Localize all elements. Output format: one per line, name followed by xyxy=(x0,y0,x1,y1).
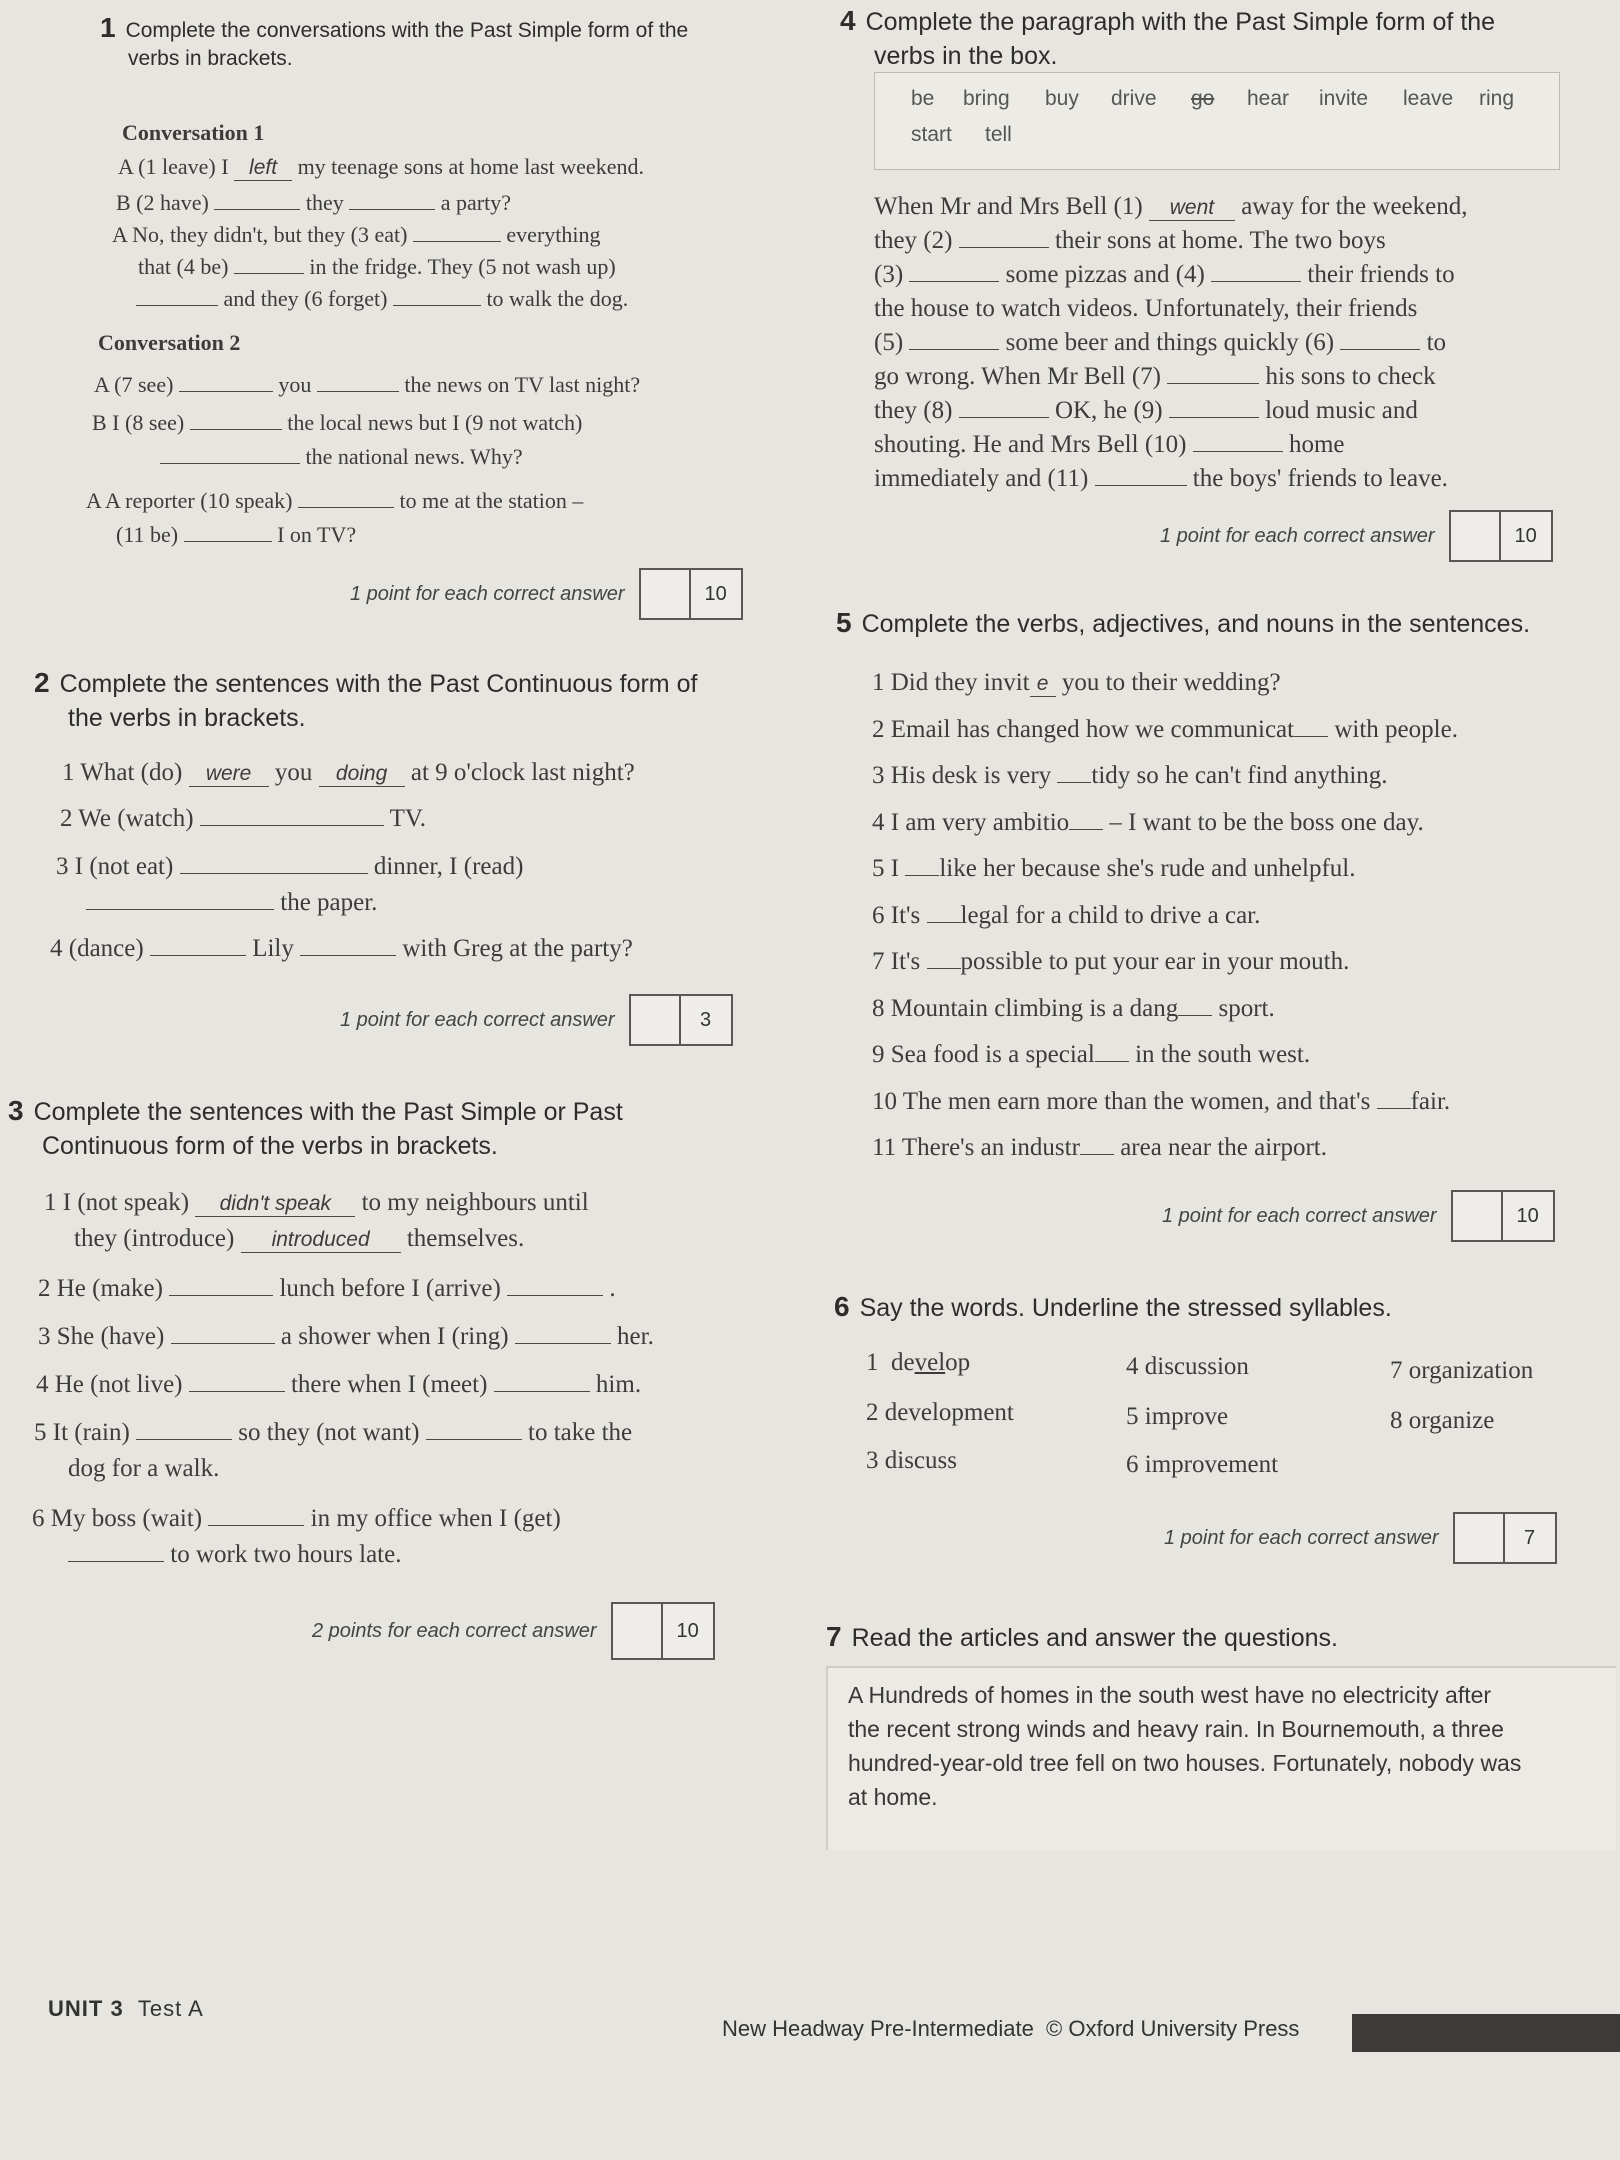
ex2-sentence-4: 4 (dance) Lily with Greg at the party? xyxy=(50,932,633,966)
answer-blank[interactable] xyxy=(1080,1131,1114,1155)
ex3-sentence-3: 3 She (have) a shower when I (ring) her. xyxy=(38,1320,654,1354)
ex5-sentence: 5 I like her because she's rude and unhelpful. xyxy=(872,846,1612,893)
footer-publisher: New Headway Pre-Intermediate © Oxford University Press xyxy=(722,2016,1300,2041)
answer-blank[interactable] xyxy=(413,218,501,242)
answer-blank[interactable] xyxy=(190,406,282,430)
word-box xyxy=(874,72,1560,170)
ex2-number: 2 xyxy=(34,667,50,698)
ex6-word-4: 4 discussion xyxy=(1126,1353,1249,1380)
ex6-word-6: 6 improvement xyxy=(1126,1451,1279,1478)
ex3-sentence-1: 1 I (not speak) didn't speak to my neighbours until xyxy=(44,1189,589,1216)
ex1-c2-line2: B I (8 see) the local news but I (9 not watch) xyxy=(92,406,582,438)
conversation-1-title: Conversation 1 xyxy=(122,120,265,145)
ex7-number: 7 xyxy=(826,1621,842,1652)
answer-blank[interactable]: were xyxy=(189,763,269,787)
answer-blank[interactable] xyxy=(1193,428,1283,452)
answer-blank[interactable] xyxy=(184,518,272,542)
ex3-sentence-6-cont: to work two hours late. xyxy=(68,1538,401,1572)
answer-blank[interactable] xyxy=(1069,806,1103,830)
answer-blank[interactable] xyxy=(1169,394,1259,418)
answer-blank[interactable] xyxy=(1167,360,1259,384)
answer-blank[interactable] xyxy=(1377,1085,1411,1109)
score-entry-field[interactable] xyxy=(631,996,681,1044)
answer-blank[interactable] xyxy=(136,282,218,306)
ex3-sentence-4: 4 He (not live) there when I (meet) him. xyxy=(36,1368,641,1402)
ex5-sentence: 6 It's legal for a child to drive a car. xyxy=(872,893,1612,940)
ex1-c1-line2: B (2 have) they a party? xyxy=(116,186,511,218)
word-item: be xyxy=(911,87,935,110)
answer-blank[interactable] xyxy=(68,1538,164,1562)
ex5-instruction: 5 Complete the verbs, adjectives, and nouns in the sentences. xyxy=(836,607,1531,638)
ex5-sentence: 3 His desk is very tidy so he can't find anything. xyxy=(872,753,1612,800)
word-item-used: go xyxy=(1191,87,1215,110)
answer-blank[interactable] xyxy=(160,440,300,464)
score-box: 10 xyxy=(611,1602,715,1660)
answer-blank[interactable] xyxy=(1095,462,1187,486)
answer-blank[interactable] xyxy=(927,945,961,969)
answer-blank[interactable] xyxy=(317,368,399,392)
conversation-2-title: Conversation 2 xyxy=(98,330,241,355)
ex5-sentence: 9 Sea food is a special in the south west. xyxy=(872,1032,1612,1079)
footer-unit: UNIT 3 Test A xyxy=(48,1996,204,2021)
word-item: bring xyxy=(963,87,1010,110)
answer-blank[interactable] xyxy=(909,326,999,350)
ex3-sentence-6: 6 My boss (wait) in my office when I (get) xyxy=(32,1502,561,1536)
ex2-sentence-3: 3 I (not eat) dinner, I (read) xyxy=(56,850,523,884)
article-a: A Hundreds of homes in the south west have no electricity after the recent strong winds and heavy rain. In Bournemouth, a three hundred-year-old tree fell on two houses. Fortunately, nobody was at home. xyxy=(826,1666,1616,1850)
word-item: ring xyxy=(1479,87,1515,110)
answer-blank[interactable]: doing xyxy=(319,763,405,787)
ex6-number: 6 xyxy=(834,1291,850,1322)
ex5-sentence: 10 The men earn more than the women, and that's fair. xyxy=(872,1079,1612,1126)
answer-blank[interactable] xyxy=(507,1272,603,1296)
answer-blank[interactable] xyxy=(349,186,435,210)
score-box: 7 xyxy=(1453,1512,1557,1564)
score-entry-field[interactable] xyxy=(641,570,691,618)
ex4-instruction: 4 Complete the paragraph with the Past Simple form of the verbs in the box. xyxy=(840,5,1496,70)
answer-blank[interactable] xyxy=(180,850,368,874)
ex3-sentence-1-cont: they (introduce) introduced themselves. xyxy=(74,1225,525,1252)
score-box: 10 xyxy=(639,568,743,620)
answer-blank[interactable] xyxy=(1178,992,1212,1016)
ex3-score: 2 points for each correct answer 10 xyxy=(312,1602,715,1660)
ex5-sentence: 1 Did they invit e you to their wedding? xyxy=(872,669,1281,696)
ex3-sentence-2: 2 He (make) lunch before I (arrive) . xyxy=(38,1272,616,1306)
answer-blank[interactable] xyxy=(1211,258,1301,282)
word-item: invite xyxy=(1319,87,1369,110)
word-item: tell xyxy=(985,123,1012,146)
ex5-sentence: 2 Email has changed how we communicat with people. xyxy=(872,707,1612,754)
word-item: buy xyxy=(1045,87,1079,110)
answer-blank[interactable] xyxy=(300,932,396,956)
ex1-c2-line4: A A reporter (10 speak) to me at the station – xyxy=(86,484,583,516)
ex2-instruction: 2 Complete the sentences with the Past Continuous form of the verbs in brackets. xyxy=(34,667,698,732)
ex1-instruction: 1 Complete the conversations with the Past Simple form of the verbs in brackets. xyxy=(100,12,689,70)
stressed-syllable: vel xyxy=(914,1349,946,1376)
ex3-sentence-5: 5 It (rain) so they (not want) to take the xyxy=(34,1416,632,1450)
score-box: 3 xyxy=(629,994,733,1046)
ex1-c2-line5: (11 be) I on TV? xyxy=(116,518,356,550)
ex1-c1-line5: and they (6 forget) to walk the dog. xyxy=(136,282,628,314)
ex2-sentence-2: 2 We (watch) TV. xyxy=(60,802,426,836)
answer-blank[interactable] xyxy=(189,1368,285,1392)
answer-blank[interactable] xyxy=(1095,1038,1129,1062)
ex3-instruction: 3 Complete the sentences with the Past Simple or Past Continuous form of the verbs in brackets. xyxy=(8,1095,623,1160)
answer-blank[interactable] xyxy=(909,258,999,282)
word-item: leave xyxy=(1403,87,1454,110)
ex4-score: 1 point for each correct answer 10 xyxy=(1160,510,1553,562)
answer-blank[interactable] xyxy=(298,484,394,508)
score-entry-field[interactable] xyxy=(1453,1192,1503,1240)
ex6-word-7: 7 organization xyxy=(1390,1357,1534,1384)
footer-bar xyxy=(1352,2014,1620,2052)
answer-blank[interactable] xyxy=(927,899,961,923)
ex1-c2-line1: A (7 see) you the news on TV last night? xyxy=(94,368,640,400)
score-entry-field[interactable] xyxy=(613,1604,663,1658)
answer-blank[interactable] xyxy=(494,1368,590,1392)
answer-blank[interactable] xyxy=(959,394,1049,418)
ex4-paragraph: When Mr and Mrs Bell (1) went away for the weekend, they (2) their sons at home. The two boys (3) some pizzas and (4) their friends to the house to watch videos. Unfortunately, their friends (5) some beer and things quickly (6) to go wrong. When Mr Bell (7) his sons to check they (8) OK, he (9) loud music and shouting. He and Mrs Bell (10) home immediately and (11) the boys' friends to leave. xyxy=(874,193,1468,492)
answer-blank[interactable]: introduced xyxy=(241,1229,401,1253)
answer-blank[interactable]: left xyxy=(234,157,292,181)
score-entry-field[interactable] xyxy=(1451,512,1501,560)
ex3-sentence-5-cont: dog for a walk. xyxy=(68,1455,220,1482)
answer-blank[interactable] xyxy=(1294,713,1328,737)
ex5-sentence: 8 Mountain climbing is a dang sport. xyxy=(872,986,1612,1033)
ex6-word-2: 2 development xyxy=(866,1399,1014,1426)
score-box: 10 xyxy=(1451,1190,1555,1242)
answer-blank[interactable] xyxy=(426,1416,522,1440)
ex4-number: 4 xyxy=(840,5,856,36)
answer-blank[interactable] xyxy=(179,368,273,392)
ex6-word-8: 8 organize xyxy=(1390,1407,1495,1434)
answer-blank[interactable]: didn't speak xyxy=(195,1193,355,1217)
answer-blank[interactable] xyxy=(200,802,384,826)
answer-blank[interactable] xyxy=(515,1320,611,1344)
word-item: drive xyxy=(1111,87,1157,110)
score-box: 10 xyxy=(1449,510,1553,562)
answer-blank[interactable] xyxy=(86,886,274,910)
ex1-c1-line4: that (4 be) in the fridge. They (5 not wash up) xyxy=(138,250,616,282)
ex5-sentences xyxy=(872,660,1612,1172)
ex7-instruction: 7 Read the articles and answer the questions. xyxy=(826,1621,1338,1652)
answer-blank[interactable] xyxy=(1340,326,1420,350)
answer-blank[interactable]: e xyxy=(1030,673,1056,697)
ex5-sentence: 7 It's possible to put your ear in your mouth. xyxy=(872,939,1612,986)
ex5-score: 1 point for each correct answer 10 xyxy=(1162,1190,1555,1242)
ex5-sentence: 11 There's an industr area near the airport. xyxy=(872,1125,1612,1172)
ex2-sentence-1: 1 What (do) were you doing at 9 o'clock last night? xyxy=(62,759,635,786)
word-item: start xyxy=(911,123,952,146)
ex2-score: 1 point for each correct answer 3 xyxy=(340,994,733,1046)
answer-blank[interactable] xyxy=(234,250,304,274)
answer-blank[interactable] xyxy=(150,932,246,956)
answer-blank[interactable] xyxy=(1057,759,1091,783)
ex6-instruction: 6 Say the words. Underline the stressed syllables. xyxy=(834,1291,1392,1322)
ex2-sentence-3-cont: the paper. xyxy=(86,886,377,920)
answer-blank[interactable] xyxy=(136,1416,232,1440)
answer-blank[interactable]: went xyxy=(1149,197,1235,221)
ex5-sentence: 4 I am very ambitio – I want to be the boss one day. xyxy=(872,800,1612,847)
ex6-word-1: 1 develop xyxy=(866,1349,971,1376)
ex5-number: 5 xyxy=(836,607,852,638)
ex1-c1-line3: A No, they didn't, but they (3 eat) everything xyxy=(112,218,601,250)
answer-blank[interactable] xyxy=(905,852,939,876)
ex1-c1-line1: A (1 leave) I left my teenage sons at home last weekend. xyxy=(118,154,644,179)
ex6-word-5: 5 improve xyxy=(1126,1403,1229,1430)
ex1-c2-line3: the national news. Why? xyxy=(160,440,523,472)
answer-blank[interactable] xyxy=(208,1502,304,1526)
answer-blank[interactable] xyxy=(393,282,481,306)
ex3-number: 3 xyxy=(8,1095,24,1126)
word-item: hear xyxy=(1247,87,1290,110)
ex1-score: 1 point for each correct answer 10 xyxy=(350,568,743,620)
score-entry-field[interactable] xyxy=(1455,1514,1505,1562)
ex1-number: 1 xyxy=(100,12,116,43)
ex6-word-3: 3 discuss xyxy=(866,1447,957,1474)
answer-blank[interactable] xyxy=(171,1320,275,1344)
answer-blank[interactable] xyxy=(214,186,300,210)
answer-blank[interactable] xyxy=(959,224,1049,248)
ex6-score: 1 point for each correct answer 7 xyxy=(1164,1512,1557,1564)
answer-blank[interactable] xyxy=(169,1272,273,1296)
